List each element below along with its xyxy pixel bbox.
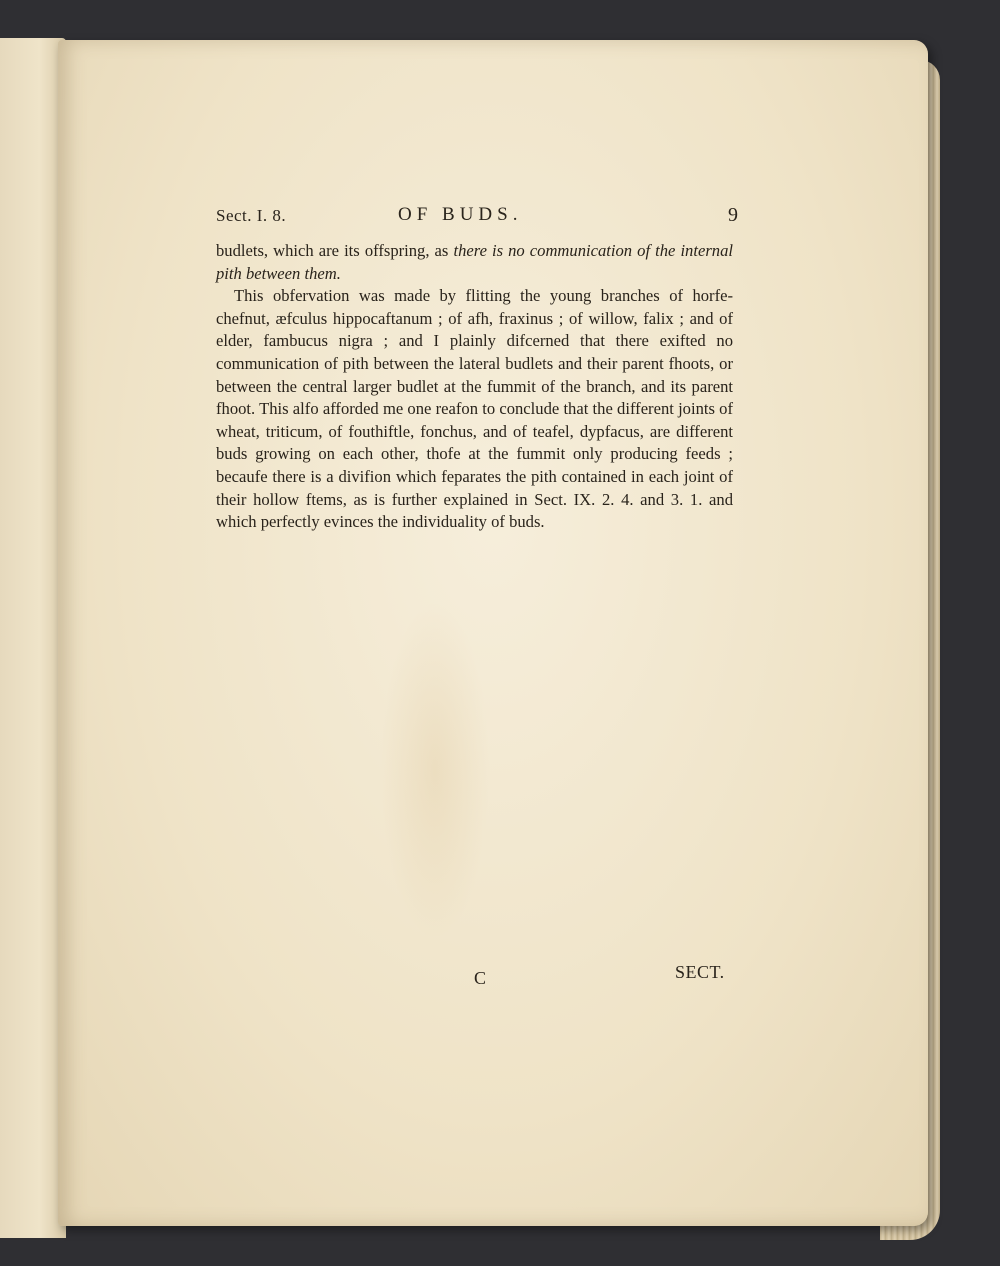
paragraph-1-text: budlets, which are its offspring, as (216, 241, 454, 260)
page-title: OF BUDS. (398, 204, 523, 225)
paper-stain (380, 600, 490, 940)
left-facing-page (0, 38, 66, 1238)
section-reference: Sect. I. 8. (216, 206, 287, 225)
paragraph-1 (216, 240, 733, 285)
catchword: SECT. (675, 962, 725, 982)
running-header (216, 204, 738, 234)
paragraph-1-italic: there is no communication of the internal pith between them. (216, 241, 733, 283)
signature-mark: C (474, 968, 487, 988)
body-text (216, 240, 733, 534)
page-number: 9 (728, 204, 738, 226)
paragraph-2: This obfervation was made by flitting the young branches of horfe-chefnut, æfculus hippocaftanum ; of afh, fraxinus ; of willow, falix ; and of elder, fambucus nigra ; and I plainly difcerned that there exifted no communication of pith between the lateral budlets and their parent fhoots, or between the central larger budlet at the fummit of the branch, and its parent fhoot. This alfo afforded me one reafon to conclude that the different joints of wheat, triticum, of fouthiftle, fonchus, and of teafel, dypfacus, are different buds growing on each other, thofe at the fummit only producing feeds ; becaufe there is a divifion which feparates the pith contained in each joint of their hollow ftems, as is further explained in Sect. IX. 2. 4. and 3. 1. and which perfectly evinces the individuality of buds. (216, 286, 733, 532)
